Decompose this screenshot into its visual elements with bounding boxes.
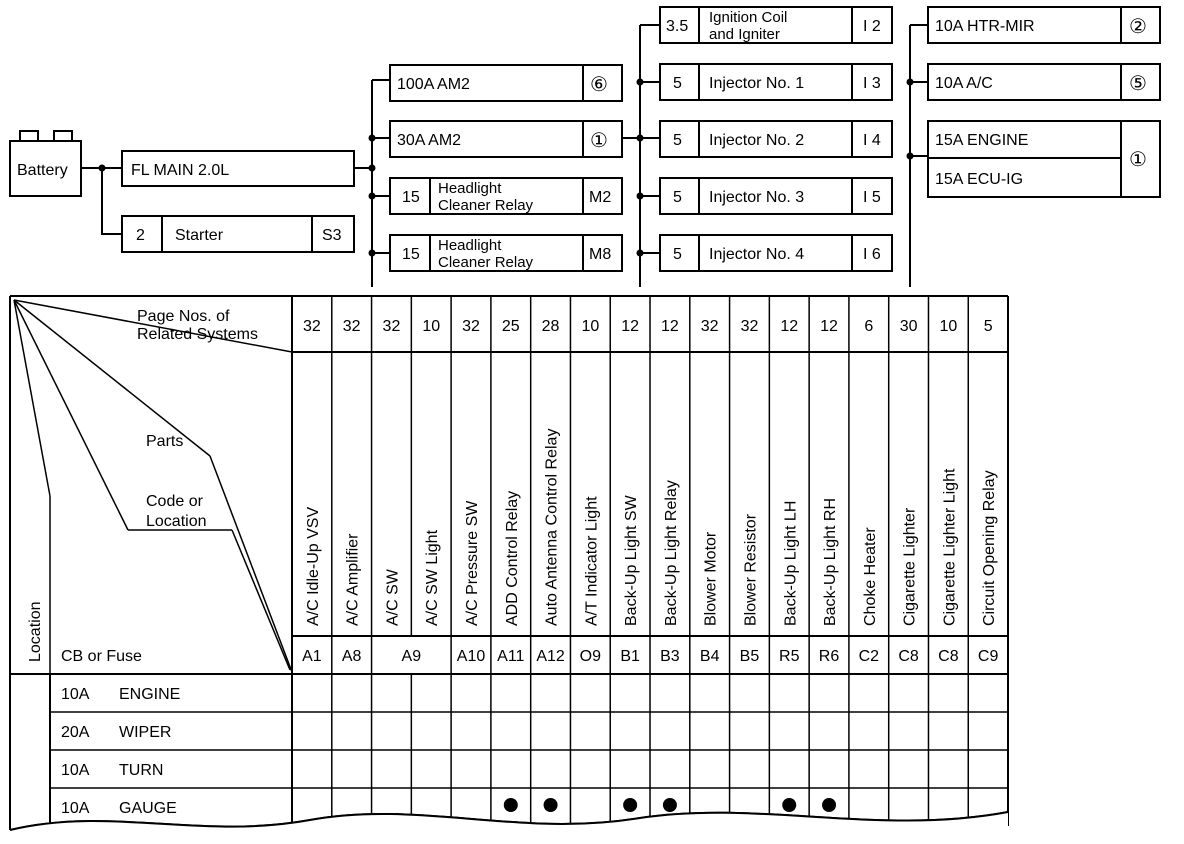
page-no-8: 12 — [621, 318, 640, 335]
col3-line1-2: Injector No. 2 — [709, 132, 805, 149]
relay-m8-line1: Headlight — [438, 237, 502, 254]
ecu-ig-label: 15A ECU-IG — [935, 171, 1024, 188]
col3-amp-3: 5 — [673, 189, 682, 206]
row-name-2: TURN — [119, 762, 164, 779]
col3-amp-4: 5 — [673, 246, 682, 263]
page-no-16: 10 — [939, 318, 958, 335]
fuse-100a-am2 — [390, 65, 622, 101]
starter-amp: 2 — [136, 227, 145, 244]
fuse-injector-4 — [660, 235, 892, 271]
part-name-14: Choke Heater — [861, 527, 879, 626]
page-no-2: 32 — [382, 318, 401, 335]
page-no-4: 32 — [462, 318, 480, 335]
part-name-11: Blower Resistor — [742, 513, 760, 626]
part-name-8: Back-Up Light SW — [623, 495, 641, 626]
fuse-injector-1 — [660, 64, 892, 100]
connection-dot — [504, 798, 518, 812]
relay-m2-line2: Cleaner Relay — [438, 197, 534, 214]
part-name-0: A/C Idle-Up VSV — [304, 506, 322, 626]
page-no-10: 32 — [700, 318, 719, 335]
page-no-11: 32 — [740, 318, 759, 335]
starter-fuse — [122, 216, 354, 252]
row-name-0: ENGINE — [119, 686, 181, 703]
part-name-12: Back-Up Light LH — [782, 500, 800, 626]
part-code-2: A9 — [401, 648, 422, 665]
am2-30-mark: ① — [590, 130, 608, 152]
part-code-11: B5 — [739, 648, 760, 665]
page-no-14: 6 — [864, 318, 874, 335]
htr-mir-label: 10A HTR-MIR — [935, 18, 1035, 35]
engine-15a-label: 15A ENGINE — [935, 132, 1029, 149]
battery — [10, 131, 81, 196]
row-name-1: WIPER — [119, 724, 172, 741]
page-no-9: 12 — [661, 318, 679, 335]
starter-label: Starter — [175, 227, 224, 244]
page-no-3: 10 — [422, 318, 441, 335]
col3-line1-4: Injector No. 4 — [709, 246, 805, 263]
col3-code-4: I 6 — [863, 246, 881, 263]
cb-fuse-label: CB or Fuse — [61, 648, 142, 665]
relay-m8-amp: 15 — [402, 246, 420, 263]
part-name-4: A/C Pressure SW — [464, 500, 482, 626]
part-name-5: ADD Control Relay — [503, 490, 521, 626]
page-no-5: 25 — [501, 318, 520, 335]
part-code-14: C2 — [858, 648, 880, 665]
parts-label: Parts — [146, 433, 184, 450]
fuse-ignition-coil — [660, 7, 892, 43]
page-no-6: 28 — [541, 318, 560, 335]
col3-code-3: I 5 — [863, 189, 881, 206]
relay-m2-amp: 15 — [402, 189, 420, 206]
part-code-12: R5 — [779, 648, 800, 665]
fuse-injector-2 — [660, 121, 892, 157]
row-amp-2: 10A — [61, 762, 90, 779]
am2-100-label: 100A AM2 — [397, 76, 470, 93]
connection-dot — [782, 798, 796, 812]
relay-m2-code: M2 — [589, 189, 612, 206]
col3-code-1: I 3 — [863, 75, 881, 92]
connection-dot — [623, 798, 637, 812]
relay-m8-code: M8 — [589, 246, 612, 263]
page-nos-label-1: Page Nos. of — [137, 308, 230, 325]
col3-line1-3: Injector No. 3 — [709, 189, 805, 206]
part-code-17: C9 — [977, 648, 999, 665]
connection-dot — [822, 798, 836, 812]
part-code-10: B4 — [699, 648, 720, 665]
htr-mir-mark: ② — [1129, 16, 1147, 38]
part-name-2: A/C SW — [384, 569, 402, 626]
fuse-15a-engine-ecu — [928, 121, 1160, 197]
part-name-17: Circuit Opening Relay — [981, 470, 999, 626]
part-name-13: Back-Up Light RH — [822, 497, 840, 626]
part-code-4: A10 — [456, 648, 486, 665]
code-label-1: Code or — [146, 493, 203, 510]
am2-100-mark: ⑥ — [590, 74, 608, 96]
battery-label: Battery — [17, 162, 68, 179]
fuse-injector-3 — [660, 178, 892, 214]
connection-dot — [544, 798, 558, 812]
row-amp-1: 20A — [61, 724, 90, 741]
fuse-headlight-cleaner-m8 — [390, 235, 622, 271]
fuse-30a-am2 — [390, 121, 622, 157]
col3-amp-2: 5 — [673, 132, 682, 149]
row-name-3: GAUGE — [119, 800, 177, 817]
fl-main-label: FL MAIN 2.0L — [131, 162, 230, 179]
part-code-13: R6 — [818, 648, 840, 665]
row-amp-0: 10A — [61, 686, 90, 703]
col3-line1-0: Ignition Coil — [709, 9, 788, 26]
part-name-15: Cigarette Lighter — [901, 507, 919, 626]
col3-code-0: I 2 — [863, 18, 881, 35]
part-name-10: Blower Motor — [702, 531, 720, 626]
part-code-7: O9 — [579, 648, 602, 665]
part-name-1: A/C Amplifier — [344, 533, 362, 626]
ac-mark: ⑤ — [1129, 73, 1147, 95]
part-name-16: Cigarette Lighter Light — [941, 468, 959, 626]
part-code-5: A11 — [497, 648, 525, 665]
connection-dot — [663, 798, 677, 812]
relay-m8-line2: Cleaner Relay — [438, 254, 534, 271]
part-name-9: Back-Up Light Relay — [662, 480, 680, 626]
part-code-16: C8 — [938, 648, 959, 665]
part-code-8: B1 — [620, 648, 640, 665]
part-code-15: C8 — [898, 648, 919, 665]
part-code-6: A12 — [536, 648, 565, 665]
part-name-3: A/C SW Light — [424, 529, 442, 626]
col3-line1-1: Injector No. 1 — [709, 75, 805, 92]
fuse-10a-htr-mir — [928, 7, 1160, 43]
engine-ecu-mark: ① — [1129, 149, 1147, 171]
fuse-headlight-cleaner-m2 — [390, 178, 622, 214]
page-no-7: 10 — [581, 318, 600, 335]
page-no-15: 30 — [899, 318, 918, 335]
page-no-12: 12 — [780, 318, 799, 335]
part-code-1: A8 — [341, 648, 362, 665]
part-code-9: B3 — [660, 648, 680, 665]
starter-code: S3 — [322, 227, 342, 244]
part-name-7: A/T Indicator Light — [583, 496, 601, 626]
page-no-13: 12 — [820, 318, 838, 335]
relay-m2-line1: Headlight — [438, 180, 502, 197]
ac-label: 10A A/C — [935, 75, 993, 92]
fuse-10a-ac — [928, 64, 1160, 100]
part-name-6: Auto Antenna Control Relay — [543, 428, 561, 626]
page-no-0: 32 — [302, 318, 321, 335]
am2-30-label: 30A AM2 — [397, 132, 462, 149]
page-no-1: 32 — [342, 318, 361, 335]
page-nos-label-2: Related Systems — [137, 326, 258, 343]
col3-amp-1: 5 — [673, 75, 682, 92]
part-code-0: A1 — [302, 648, 322, 665]
col3-amp-0: 3.5 — [666, 18, 689, 35]
code-label-2: Location — [146, 513, 207, 530]
col3-line2-0: and Igniter — [709, 26, 780, 43]
page-no-17: 5 — [983, 318, 993, 335]
location-label: Location — [27, 601, 44, 662]
col3-code-2: I 4 — [863, 132, 881, 149]
fl-main-fuse — [122, 151, 354, 186]
row-amp-3: 10A — [61, 800, 90, 817]
